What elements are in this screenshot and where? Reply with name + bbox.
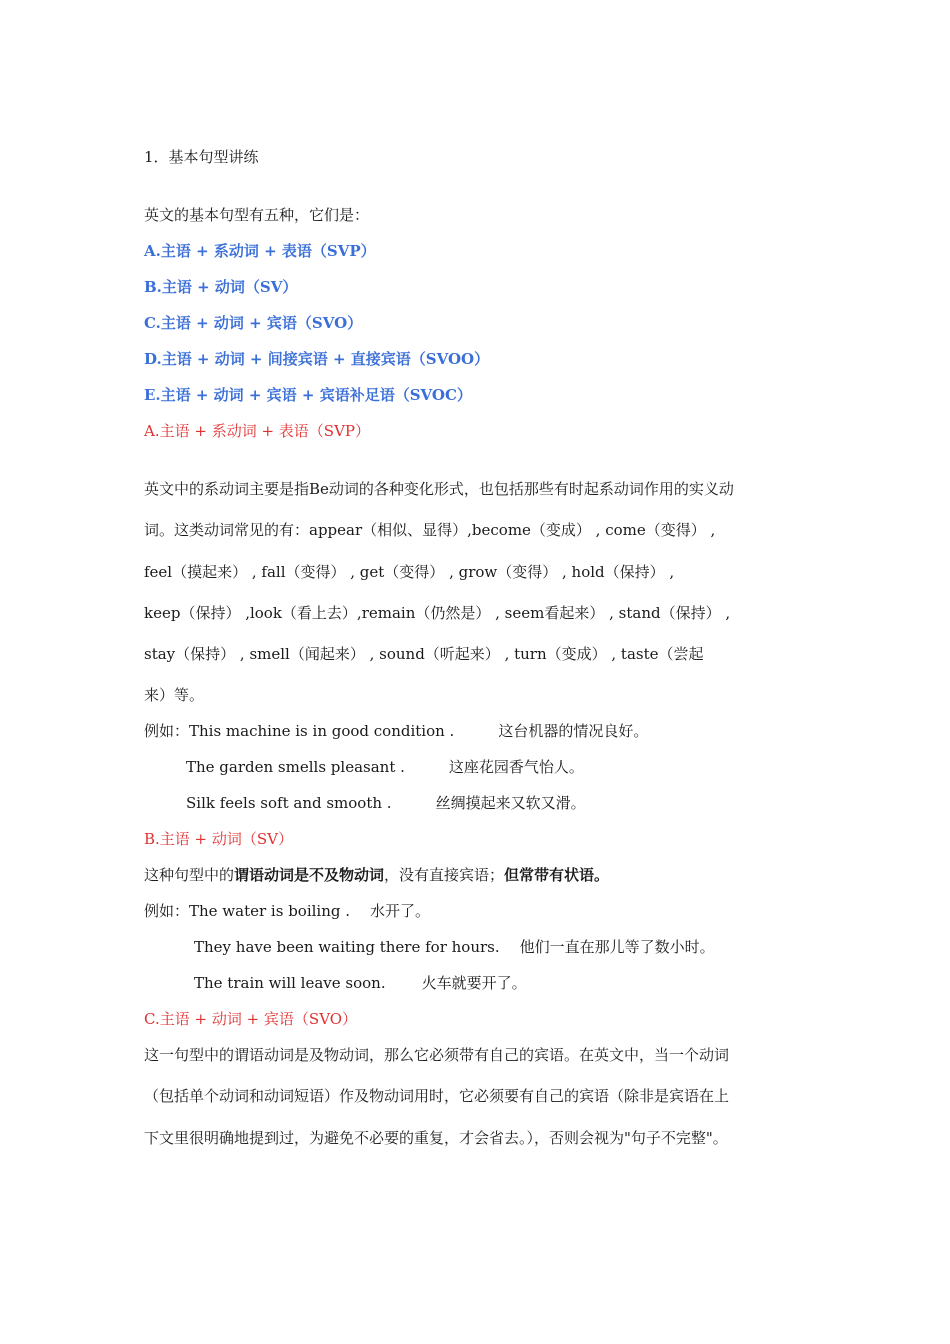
- example-zh: 水开了。: [370, 902, 431, 920]
- pattern-d: D.主语 + 动词 + 间接宾语 + 直接宾语（SVOO）: [144, 350, 490, 368]
- section-b-title: B.主语 + 动词（SV）: [144, 830, 294, 848]
- section-a-line: 来）等。: [144, 686, 205, 704]
- example-row: [194, 937, 715, 957]
- example-en: 例如：This machine is in good condition .: [144, 722, 455, 740]
- example-row: [144, 901, 430, 921]
- section-a-line: stay（保持） , smell（闻起来） , sound（听起来） , turn（变成） , taste（尝起: [144, 645, 704, 663]
- desc-text: ，没有直接宾语；: [384, 866, 505, 884]
- section-b-desc: [144, 865, 609, 885]
- section-c-title: C.主语 + 动词 + 宾语（SVO）: [144, 1010, 358, 1028]
- example-zh: 这座花园香气怡人。: [448, 758, 584, 776]
- example-row: [144, 721, 648, 741]
- example-row: [194, 973, 527, 993]
- pattern-a: A.主语 + 系动词 + 表语（SVP）: [144, 242, 376, 260]
- desc-text: 这种句型中的: [144, 866, 235, 884]
- example-zh: 这台机器的情况良好。: [498, 722, 649, 740]
- example-zh: 他们一直在那儿等了数小时。: [519, 938, 715, 956]
- section-a-line: 英文中的系动词主要是指Be动词的各种变化形式，也包括那些有时起系动词作用的实义动: [144, 480, 734, 498]
- example-row: [186, 757, 584, 777]
- desc-emphasis: 谓语动词是不及物动词: [234, 866, 385, 884]
- pattern-b: B.主语 + 动词（SV）: [144, 278, 298, 296]
- example-zh: 丝绸摸起来又软又滑。: [435, 794, 586, 812]
- section-c-line: （包括单个动词和动词短语）作及物动词用时，它必须要有自己的宾语（除非是宾语在上: [144, 1087, 730, 1105]
- section-c-line: 下文里很明确地提到过，为避免不必要的重复，才会省去。），否则会视为"句子不完整"。: [144, 1129, 728, 1147]
- intro-text: 英文的基本句型有五种，它们是：: [144, 206, 370, 224]
- example-row: [186, 793, 586, 813]
- section-a-line: feel（摸起来） , fall（变得） , get（变得） , grow（变得） , hold（保持） ,: [144, 563, 675, 581]
- example-en: They have been waiting there for hours.: [194, 938, 500, 956]
- example-en: The train will leave soon.: [194, 974, 386, 992]
- example-en: Silk feels soft and smooth .: [186, 794, 392, 812]
- heading: 1．基本句型讲练: [144, 148, 259, 166]
- pattern-e: E.主语 + 动词 + 宾语 + 宾语补足语（SVOC）: [144, 386, 472, 404]
- example-en: The garden smells pleasant .: [186, 758, 405, 776]
- example-en: 例如：The water is boiling .: [144, 902, 351, 920]
- desc-emphasis: 但常带有状语。: [504, 866, 610, 884]
- section-a-line: keep（保持） ,look（看上去）,remain（仍然是） , seem看起来） , stand（保持） ,: [144, 604, 731, 622]
- section-a-line: 词。这类动词常见的有：appear（相似、显得）,become（变成） , come（变得） ,: [144, 521, 716, 539]
- section-c-line: 这一句型中的谓语动词是及物动词，那么它必须带有自己的宾语。在英文中，当一个动词: [144, 1046, 730, 1064]
- pattern-c: C.主语 + 动词 + 宾语（SVO）: [144, 314, 363, 332]
- section-a-title: A.主语 + 系动词 + 表语（SVP）: [144, 422, 371, 440]
- example-zh: 火车就要开了。: [421, 974, 527, 992]
